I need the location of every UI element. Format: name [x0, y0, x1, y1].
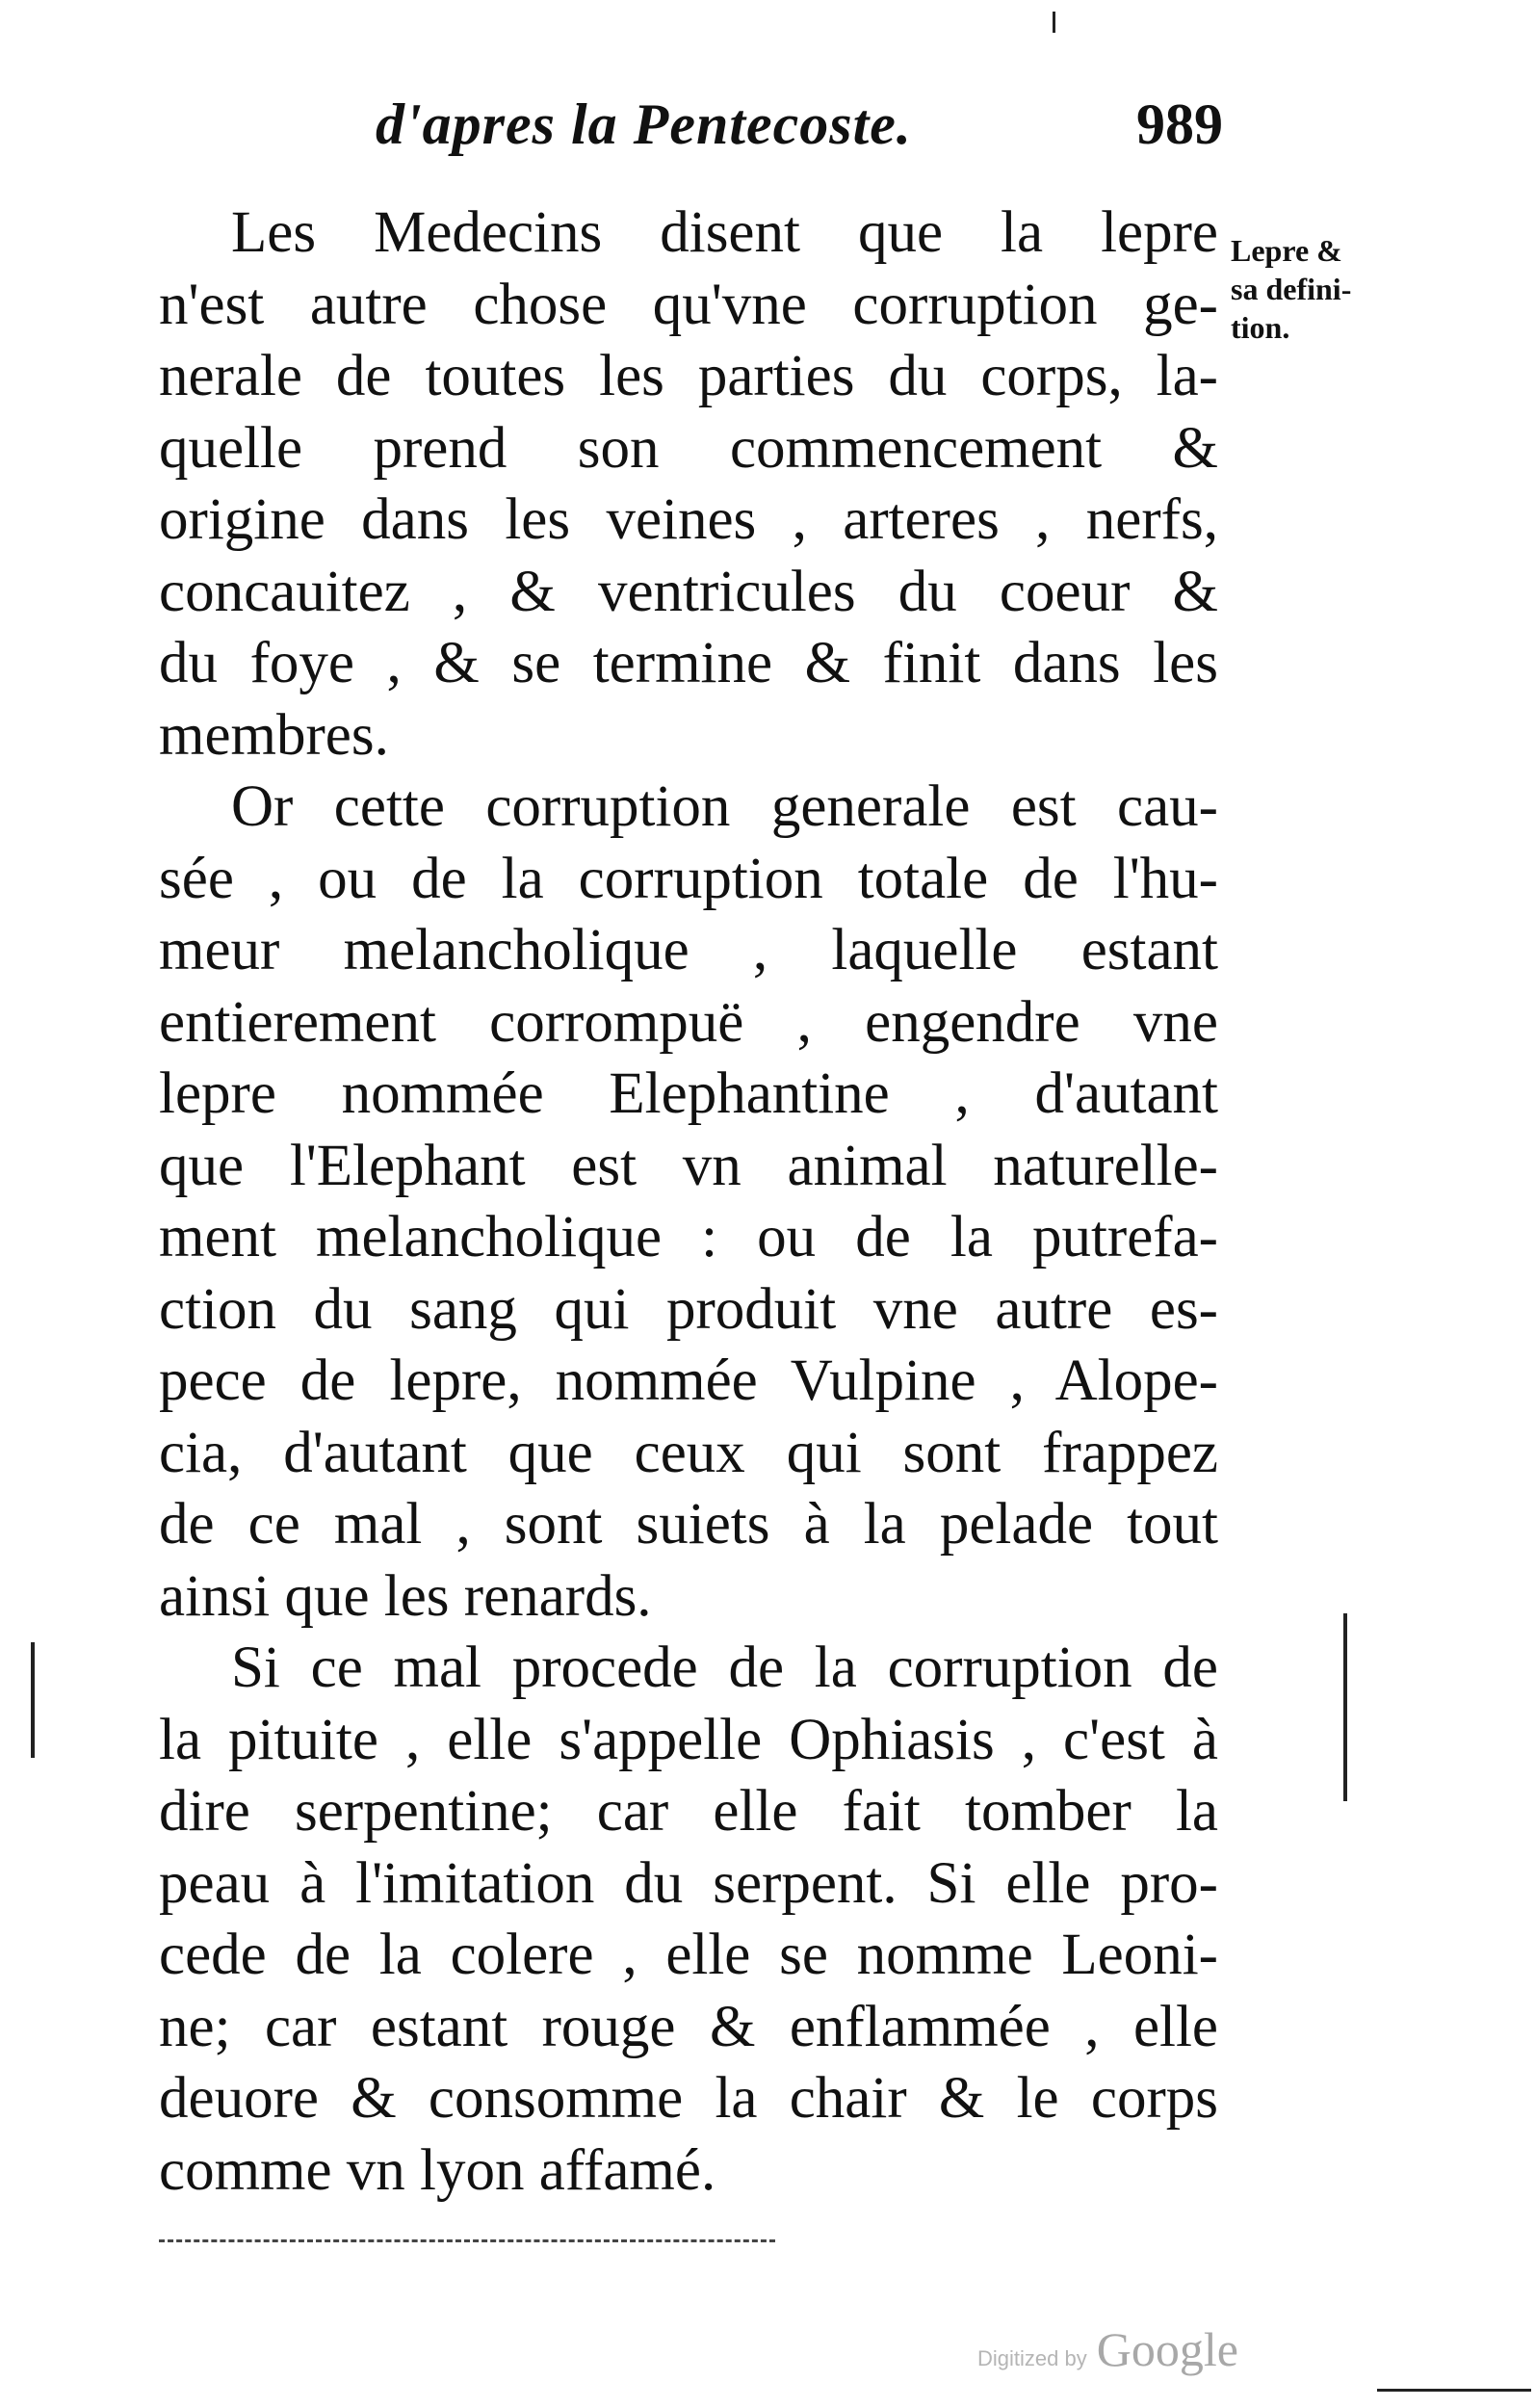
text-line: ction du sang qui produit vne autre es-: [159, 1276, 1218, 1342]
text-line: cede de la colere , elle se nomme Leoni-: [159, 1923, 1218, 1987]
text-line: de ce mal , sont suiets à la pelade tout: [159, 1492, 1218, 1557]
text-line: quelle prend son commencement &: [159, 415, 1218, 481]
paragraph-3: [159, 1633, 1218, 2207]
text-line: ne; car estant rouge & enflammée , elle: [159, 1994, 1218, 2059]
page-number: 989: [1136, 92, 1223, 156]
paragraph-2: [159, 772, 1218, 1633]
paragraph-1: [159, 197, 1218, 772]
scan-mark: [1343, 1613, 1347, 1801]
text-line: Si ce mal procede de la corruption de: [231, 1636, 1218, 1700]
text-line: origine dans les veines , arteres , nerfs,: [159, 487, 1218, 552]
text-line: comme vn lyon affamé.: [159, 2137, 716, 2203]
scan-mark: [1377, 2389, 1531, 2392]
digitized-label: Digitized by: [977, 2346, 1087, 2370]
text-line: du foye , & se termine & finit dans les: [159, 631, 1218, 695]
text-line: Les Medecins disent que la lepre: [231, 200, 1218, 265]
text-line: entierement corrompuë , engendre vne: [159, 989, 1218, 1055]
text-line: lepre nommée Elephantine , d'autant: [159, 1061, 1218, 1126]
text-line: ainsi que les renards.: [159, 1563, 652, 1629]
text-line: cia, d'autant que ceux qui sont frappez: [159, 1420, 1218, 1485]
text-line: membres.: [159, 702, 389, 768]
text-line: nerale de toutes les parties du corps, la-: [159, 344, 1218, 408]
text-line: sée , ou de la corruption totale de l'hu-: [159, 846, 1218, 911]
running-title: d'apres la Pentecoste.: [376, 92, 912, 156]
text-line: deuore & consomme la chair & le corps: [159, 2066, 1218, 2131]
digitized-watermark: [977, 2321, 1238, 2379]
scan-mark: [1053, 12, 1055, 33]
scan-mark: [31, 1642, 35, 1758]
text-line: la pituite , elle s'appelle Ophiasis , c'est à: [159, 1707, 1218, 1772]
text-line: n'est autre chose qu'vne corruption ge-: [159, 272, 1218, 337]
text-line: pece de lepre, nommée Vulpine , Alope-: [159, 1348, 1218, 1413]
margin-note-line: sa defini-: [1231, 272, 1352, 306]
text-line: que l'Elephant est vn animal naturelle-: [159, 1133, 1218, 1198]
footer-rule: [159, 2239, 775, 2242]
body-text: [159, 197, 1218, 2207]
google-logo: Google: [1096, 2322, 1238, 2376]
text-line: dire serpentine; car elle fait tomber la: [159, 1779, 1218, 1844]
text-line: peau à l'imitation du serpent. Si elle pro-: [159, 1850, 1218, 1916]
running-head: [376, 92, 1223, 169]
text-line: Or cette corruption generale est cau-: [231, 774, 1218, 839]
text-line: concauitez , & ventricules du coeur &: [159, 559, 1218, 624]
margin-note-line: tion.: [1231, 310, 1290, 345]
margin-note-line: Lepre &: [1231, 233, 1342, 268]
text-line: meur melancholique , laquelle estant: [159, 918, 1218, 982]
margin-note: [1231, 231, 1414, 347]
text-line: ment melancholique : ou de la putrefa-: [159, 1205, 1218, 1269]
